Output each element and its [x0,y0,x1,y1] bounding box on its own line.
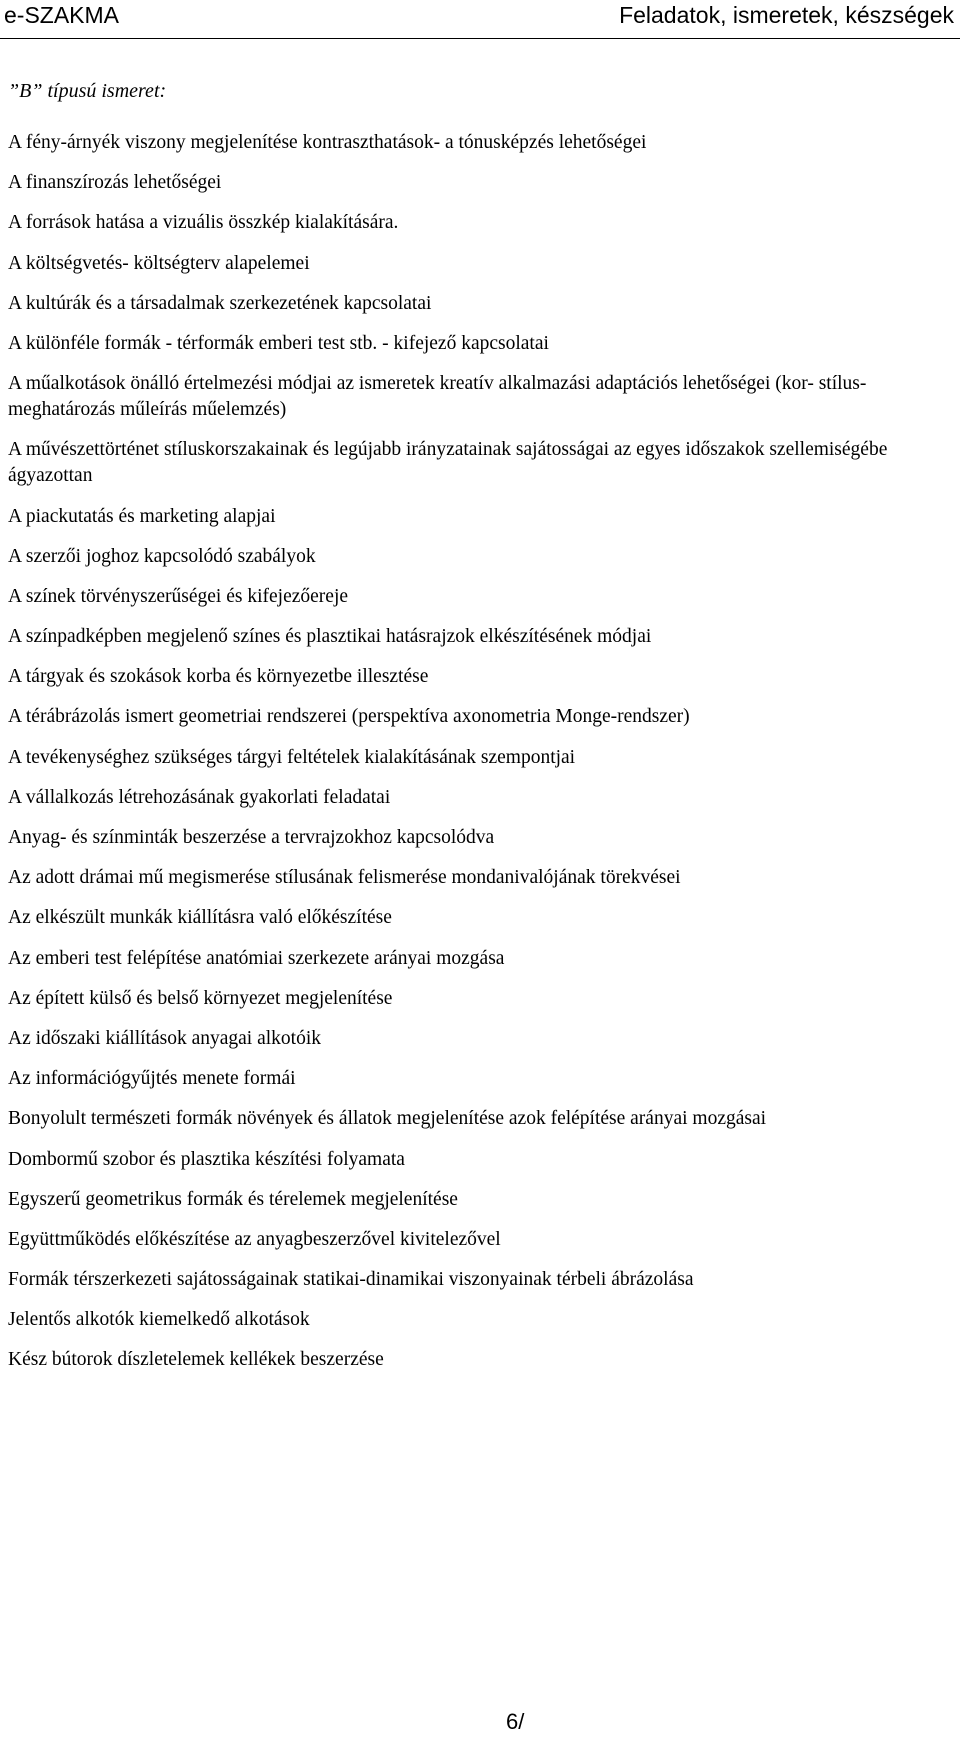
list-item: A színek törvényszerűségei és kifejezőereje [8,585,349,607]
list-item: Az adott drámai mű megismerése stílusának felismerése mondanivalójának törekvései [8,867,681,889]
list-item: A különféle formák - térformák emberi test stb. - kifejező kapcsolatai [8,332,549,354]
list-item: A vállalkozás létrehozásának gyakorlati feladatai [8,786,391,808]
list-item: Az elkészült munkák kiállításra való előkészítése [8,907,392,929]
list-item: A finanszírozás lehetőségei [8,172,222,194]
list-item: Az információgyűjtés menete formái [8,1068,296,1090]
header-section-title: Feladatok, ismeretek, készségek [619,2,954,28]
header-divider [0,38,960,39]
list-item: A művészettörténet stíluskorszakainak és legújabb irányzatainak sajátosságai az egyes időszakok szellemiségébe ágyazottan [8,439,888,487]
list-item: Az időszaki kiállítások anyagai alkotóik [8,1027,321,1049]
list-item: Az emberi test felépítése anatómiai szerkezete arányai mozgása [8,947,505,969]
header-title: e-SZAKMA [4,2,120,28]
list-item: Bonyolult természeti formák növények és állatok megjelenítése azok felépítése arányai mozgásai [8,1108,767,1130]
list-item: Formák térszerkezeti sajátosságainak statikai-dinamikai viszonyainak térbeli ábrázolása [8,1269,694,1291]
section-title: ”B” típusú ismeret: [8,80,167,102]
list-item: Egyszerű geometrikus formák és térelemek megjelenítése [8,1188,458,1210]
list-item: A tevékenységhez szükséges tárgyi feltételek kialakításának szempontjai [8,746,576,768]
list-item: Kész bútorok díszletelemek kellékek beszerzése [8,1349,384,1371]
knowledge-list [8,130,956,1388]
list-item: A műalkotások önálló értelmezési módjai az ismeretek kreatív alkalmazási adaptációs lehetőségei (kor- stílus-meghatározás műleírás műelemzés) [8,373,867,421]
list-item: A szerzői joghoz kapcsolódó szabályok [8,545,316,567]
page-header [0,0,960,30]
list-item: A színpadképben megjelenő színes és plasztikai hatásrajzok elkészítésének módjai [8,626,652,648]
list-item: A fény-árnyék viszony megjelenítése kontraszthatások- a tónusképzés lehetőségei [8,132,647,153]
list-item: A költségvetés- költségterv alapelemei [8,252,310,274]
list-item: A térábrázolás ismert geometriai rendszerei (perspektíva axonometria Monge-rendszer) [8,706,690,728]
list-item: Együttműködés előkészítése az anyagbeszerzővel kivitelezővel [8,1228,501,1250]
page-number: 6/ [506,1709,525,1734]
list-item: A tárgyak és szokások korba és környezetbe illesztése [8,666,429,688]
list-item: A kultúrák és a társadalmak szerkezetének kapcsolatai [8,292,432,314]
list-item: Az épített külső és belső környezet megjelenítése [8,987,393,1009]
list-item: A piackutatás és marketing alapjai [8,505,276,527]
list-item: A források hatása a vizuális összkép kialakítására. [8,212,399,234]
list-item: Dombormű szobor és plasztika készítési folyamata [8,1148,405,1170]
list-item: Jelentős alkotók kiemelkedő alkotások [8,1309,310,1331]
list-item: Anyag- és színminták beszerzése a tervrajzokhoz kapcsolódva [8,827,495,848]
